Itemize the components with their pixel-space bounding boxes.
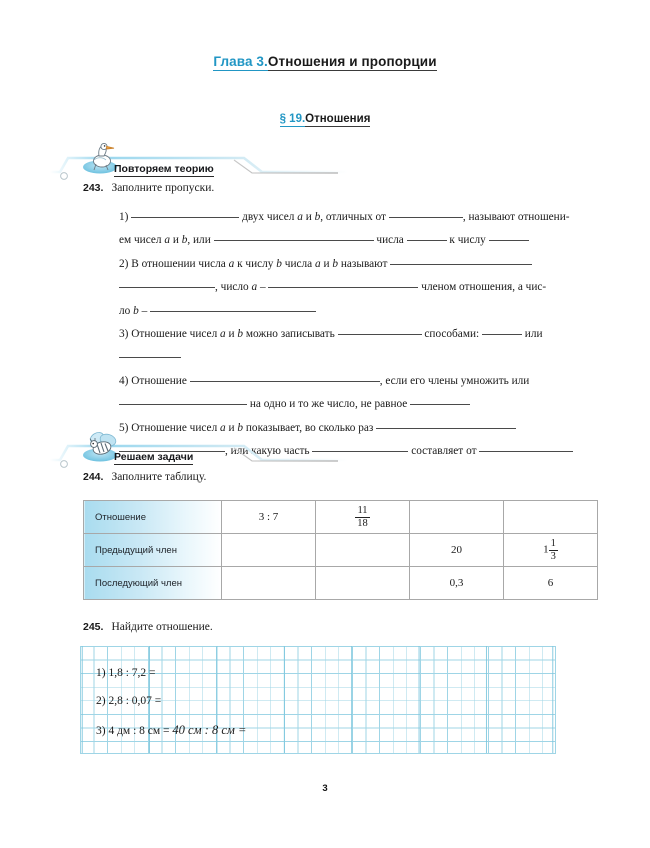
t: –	[257, 281, 269, 294]
t: двух чисел	[239, 211, 298, 223]
chapter-title: Отношения и пропорции	[267, 54, 437, 69]
item-4-line-2	[119, 393, 619, 416]
table-cell[interactable]: 6	[504, 567, 598, 600]
fill-blank[interactable]	[119, 348, 181, 358]
table-cell[interactable]: 20	[410, 534, 504, 567]
fill-blank[interactable]	[376, 419, 516, 429]
table-row	[84, 501, 598, 534]
fill-blank[interactable]	[119, 278, 215, 288]
var-b: b	[237, 421, 244, 434]
exercise-243-body	[119, 206, 619, 463]
exercise-245-number: 245.	[83, 621, 104, 633]
var-b: b	[237, 328, 244, 341]
fill-blank[interactable]	[150, 302, 316, 312]
t: , отличных от	[320, 211, 389, 223]
item-1-line-1	[119, 206, 619, 229]
fraction	[549, 538, 558, 561]
table-cell[interactable]	[222, 534, 316, 567]
t: показывает, во сколько раз	[243, 421, 377, 434]
t: –	[138, 304, 151, 317]
fill-blank[interactable]	[338, 325, 422, 335]
var-a: a	[315, 257, 321, 270]
section-number: § 19.	[279, 113, 306, 125]
t: ем чисел	[119, 234, 165, 247]
var-b: b	[133, 304, 139, 317]
item-1-line-2	[119, 229, 619, 252]
item-1-marker: 1)	[119, 211, 129, 223]
table-cell-mixed-number[interactable]	[504, 534, 598, 567]
fraction-denominator: 18	[357, 517, 368, 529]
var-a: a	[251, 281, 258, 294]
t: и	[225, 421, 238, 434]
exercise-244-title: Заполните таблицу.	[111, 471, 207, 483]
t: , или	[187, 234, 214, 247]
var-a: a	[228, 257, 235, 270]
var-b: b	[314, 211, 321, 223]
graph-paper[interactable]	[80, 646, 556, 754]
t: и	[225, 328, 238, 341]
t: и	[302, 211, 315, 223]
table-cell[interactable]	[222, 567, 316, 600]
t: ло	[119, 304, 134, 317]
table-row	[84, 567, 598, 600]
banner-solve-problems	[48, 434, 358, 472]
section-title: Отношения	[305, 113, 371, 125]
t: на одно и то же число, не равное	[247, 398, 411, 411]
banner-repeat-theory	[48, 146, 358, 184]
fill-blank[interactable]	[214, 231, 374, 241]
t: , называют отношени-	[462, 211, 570, 223]
fill-blank[interactable]	[407, 231, 447, 241]
exercise-245-item-2	[96, 695, 161, 707]
var-a: a	[220, 421, 226, 434]
table-cell[interactable]	[316, 567, 410, 600]
exercise-245-header	[83, 621, 213, 633]
fill-blank[interactable]	[390, 255, 532, 265]
t: членом отношения, а чис-	[418, 281, 547, 294]
chapter-heading	[0, 54, 650, 69]
fill-blank[interactable]	[131, 208, 239, 218]
var-b: b	[332, 257, 339, 270]
exercise-245-item-1	[96, 667, 156, 679]
var-a: a	[297, 211, 303, 223]
fill-blank[interactable]	[410, 395, 470, 405]
t: Отношение чисел	[131, 328, 221, 341]
page-number: 3	[322, 783, 328, 794]
item-4-line-1	[119, 370, 619, 393]
fill-blank[interactable]	[190, 372, 380, 382]
t: и	[170, 234, 182, 247]
item-prompt: 1) 1,8 : 7,2 =	[96, 667, 156, 679]
t: Отношение чисел	[131, 421, 221, 434]
fill-blank[interactable]	[479, 442, 573, 452]
fill-blank[interactable]	[268, 278, 418, 288]
fraction-numerator: 1	[550, 538, 556, 550]
var-a: a	[164, 234, 170, 247]
item-3-marker: 3)	[119, 328, 129, 341]
banner-label-solve-problems: Решаем задачи	[114, 451, 194, 463]
fraction	[355, 505, 370, 528]
exercise-243-number: 243.	[83, 182, 104, 194]
item-2-line-3	[119, 300, 619, 323]
chapter-number: Глава 3.	[213, 54, 268, 69]
fill-blank[interactable]	[489, 231, 529, 241]
t: числа	[373, 234, 407, 247]
fill-blank[interactable]	[119, 395, 247, 405]
fill-blank[interactable]	[389, 208, 463, 218]
fraction-denominator: 3	[550, 550, 556, 562]
fill-blank[interactable]	[482, 325, 522, 335]
table-cell-fraction[interactable]	[316, 501, 410, 534]
t: , если его члены умножить или	[379, 374, 530, 387]
t: числа	[281, 257, 315, 270]
banner-label-repeat-theory: Повторяем теорию	[114, 163, 214, 175]
table-cell[interactable]: 3 : 7	[222, 501, 316, 534]
table-row-header: Последующий член	[84, 567, 222, 600]
t: к числу	[234, 257, 277, 270]
t: , число	[215, 281, 252, 294]
t: к числу	[446, 234, 489, 247]
table-row-header: Отношение	[84, 501, 222, 534]
item-4-marker: 4)	[119, 374, 129, 387]
t: , или какую часть	[225, 445, 313, 458]
item-2-marker: 2)	[119, 257, 129, 270]
item-5-marker: 5)	[119, 421, 129, 434]
mixed-whole: 1	[543, 544, 549, 556]
t: Отношение	[131, 374, 190, 387]
item-2-line-1	[119, 253, 619, 276]
exercise-244-header	[83, 471, 206, 483]
t: и	[320, 257, 333, 270]
table-cell[interactable]	[410, 501, 504, 534]
t: или	[521, 328, 543, 341]
fraction-numerator: 11	[357, 505, 368, 517]
var-b: b	[276, 257, 282, 270]
exercise-243-title: Заполните пропуски.	[111, 182, 215, 194]
table-cell[interactable]	[316, 534, 410, 567]
exercise-245-item-3	[96, 723, 246, 738]
table-row	[84, 534, 598, 567]
var-a: a	[220, 328, 226, 341]
t: составляет от	[408, 445, 480, 458]
table-cell[interactable]	[504, 501, 598, 534]
t: называют	[338, 257, 391, 270]
item-3-line-2	[119, 346, 619, 369]
item-prompt: 3) 4 дм : 8 см =	[96, 725, 170, 737]
mixed-number	[543, 538, 558, 561]
exercise-245-title: Найдите отношение.	[111, 621, 213, 633]
t: способами:	[421, 328, 482, 341]
exercise-243-header	[83, 182, 214, 194]
ratio-table	[83, 500, 598, 600]
var-b: b	[181, 234, 188, 247]
table-cell[interactable]: 0,3	[410, 567, 504, 600]
item-2-line-2	[119, 276, 619, 299]
section-heading	[0, 113, 650, 125]
exercise-244-number: 244.	[83, 471, 104, 483]
item-prompt: 2) 2,8 : 0,07 =	[96, 695, 162, 707]
item-3-line-1	[119, 323, 619, 346]
t: можно записывать	[243, 328, 338, 341]
t: В отношении числа	[131, 257, 229, 270]
item-handwritten-answer: 40 см : 8 см =	[172, 723, 247, 737]
table-row-header: Предыдущий член	[84, 534, 222, 567]
